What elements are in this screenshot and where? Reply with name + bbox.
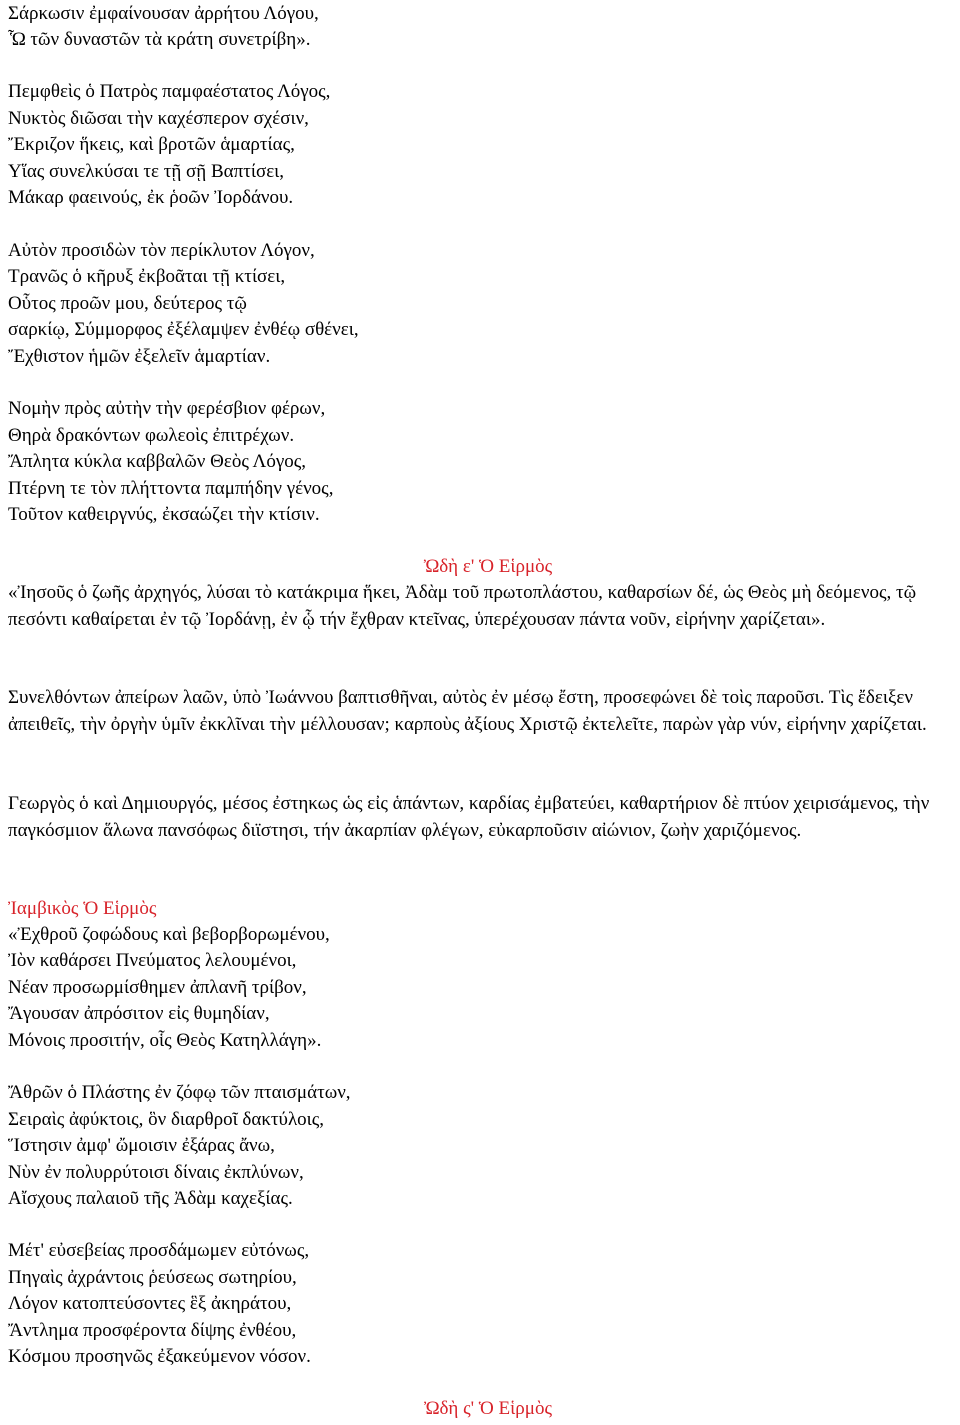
verse-line: Ἰὸν καθάρσει Πνεύματος λελουμένοι, bbox=[8, 950, 297, 971]
verse-line: Σειραὶς ἀφύκτοις, ὃν διαρθροῖ δακτύλοις, bbox=[8, 1109, 325, 1130]
verse-line: Αἴσχους παλαιοῦ τῆς Ἀδὰμ καχεξίας. bbox=[8, 1188, 293, 1209]
verse-line: Τρανῶς ὁ κῆρυξ ἐκβοᾶται τῇ κτίσει, bbox=[8, 266, 286, 287]
verse-line: Αὐτὸν προσιδὼν τὸν περίκλυτον Λόγον, bbox=[8, 240, 315, 261]
verse-line: Πτέρνη τε τὸν πλήττοντα παμπήδην γένος, bbox=[8, 478, 334, 499]
verse-line: Ἔκριζον ἥκεις, καὶ βροτῶν ἁμαρτίας, bbox=[8, 134, 295, 155]
ode-5-heading: Ὠδὴ ε' Ὁ Εἱρμὸς bbox=[423, 556, 553, 577]
verse-line: Τοῦτον καθειργνύς, ἐκσαώζει τὴν κτίσιν. bbox=[8, 504, 320, 525]
verse-line: Κόσμου προσηνῶς ἐξακεύμενον νόσον. bbox=[8, 1346, 311, 1367]
verse-line: Θηρὰ δρακόντων φωλεοὶς ἐπιτρέχων. bbox=[8, 425, 295, 446]
verse-line: Μόνοις προσιτήν, οἷς Θεὸς Κατηλλάγη». bbox=[8, 1030, 322, 1051]
prose-paragraph: Γεωργὸς ὁ καὶ Δημιουργός, μέσος ἐστηκως ὡς εἰς ἁπάντων, καρδίας ἐμβατεύει, καθαρτήριον δὲ πτύον χειρισάμενος, τὴν παγκόσμιον ἅλωνα πανσόφως διϊστησι, τήν ἀκαρπίαν φλέγων, εὐκαρποῦσιν αἰώνιον, ζωὴν χαριζόμενος. bbox=[8, 793, 930, 841]
verse-line: Νυκτὸς διῶσαι τὴν καχέσπερον σχέσιν, bbox=[8, 108, 309, 129]
prose-paragraph: Συνελθόντων ἀπείρων λαῶν, ὑπὸ Ἰωάννου βαπτισθῆναι, αὐτὸς ἐν μέσῳ ἔστη, προσεφώνει δὲ τοὶς παροῦσι. Τὶς ἔδειξεν ἀπειθεῖς, τὴν ὀργὴν ὑμῖν ἐκκλῖναι τὴν μέλλουσαν; καρποὺς ἀξίους Χριστῷ ἐκτελεῖτε, παρὼν γὰρ νύν, εἰρήνην χαρίζεται. bbox=[8, 687, 927, 735]
verse-line: Νομὴν πρὸς αὐτὴν τὴν φερέσβιον φέρων, bbox=[8, 398, 326, 419]
verse-line: Λόγον κατοπτεύσοντες ἓξ ἀκηράτου, bbox=[8, 1293, 292, 1314]
verse-line: Μέτ' εὐσεβείας προσδάμωμεν εὐτόνως, bbox=[8, 1240, 310, 1261]
verse-line: Υἵας συνελκύσαι τε τῇ σῇ Βαπτίσει, bbox=[8, 161, 285, 182]
verse-line: Νὺν ἐν πολυρρύτοισι δίναις ἐκπλύνων, bbox=[8, 1162, 304, 1183]
verse-line: Πεμφθεὶς ὁ Πατρὸς παμφαέστατος Λόγος, bbox=[8, 81, 331, 102]
verse-line: Οὗτος προῶν μου, δεύτερος τῷ bbox=[8, 293, 247, 314]
ode-6-heading: Ὠδὴ ς' Ὁ Εἱρμὸς bbox=[424, 1398, 552, 1419]
verse-line: Μάκαρ φαεινούς, ἐκ ῥοῶν Ἰορδάνου. bbox=[8, 187, 294, 208]
verse-line: Ὧ τῶν δυναστῶν τὰ κράτη συνετρίβη». bbox=[8, 29, 311, 50]
verse-line: Ἄγουσαν ἀπρόσιτον εἰς θυμηδίαν, bbox=[8, 1003, 270, 1024]
verse-line: Ἄθρῶν ὁ Πλάστης ἐν ζόφῳ τῶν πταισμάτων, bbox=[8, 1082, 351, 1103]
verse-line: Ἔχθιστον ἡμῶν ἐξελεῖν ἁμαρτίαν. bbox=[8, 346, 271, 367]
verse-line: «Ἐχθροῦ ζοφώδους καὶ βεβορβορωμένου, bbox=[8, 924, 330, 945]
verse-line: Νέαν προσωρμίσθημεν ἀπλανῆ τρίβον, bbox=[8, 977, 307, 998]
verse-line: Ἄπλητα κύκλα καββαλῶν Θεὸς Λόγος, bbox=[8, 451, 306, 472]
verse-line: σαρκίῳ, Σύμμορφος ἐξέλαμψεν ἐνθέῳ σθένει, bbox=[8, 319, 359, 340]
verse-line: Ἄντλημα προσφέροντα δίψης ἐνθέου, bbox=[8, 1320, 297, 1341]
verse-line: Σάρκωσιν ἐμφαίνουσαν ἀρρήτου Λόγου, bbox=[8, 3, 319, 24]
prose-paragraph: «Ἰησοῦς ὁ ζωῆς ἀρχηγός, λύσαι τὸ κατάκριμα ἥκει, Ἀδὰμ τοῦ πρωτοπλάστου, καθαρσίων δέ, ὡς Θεὸς μὴ δεόμενος, τῷ πεσόντι καθαίρεται ἐν τῷ Ἰορδάνῃ, ἐν ᾧ τήν ἔχθραν κτεῖνας, ὑπερέχουσαν πάντα νοῦν, εἰρήνην χαρίζεται». bbox=[8, 582, 917, 630]
verse-line: Πηγαὶς ἀχράντοις ῥεύσεως σωτηρίου, bbox=[8, 1267, 297, 1288]
verse-line: Ἵστησιν ἀμφ' ὤμοισιν ἐξάρας ἄνω, bbox=[8, 1135, 275, 1156]
iambic-heading: Ἰαμβικὸς Ὁ Εἱρμὸς bbox=[8, 898, 157, 919]
